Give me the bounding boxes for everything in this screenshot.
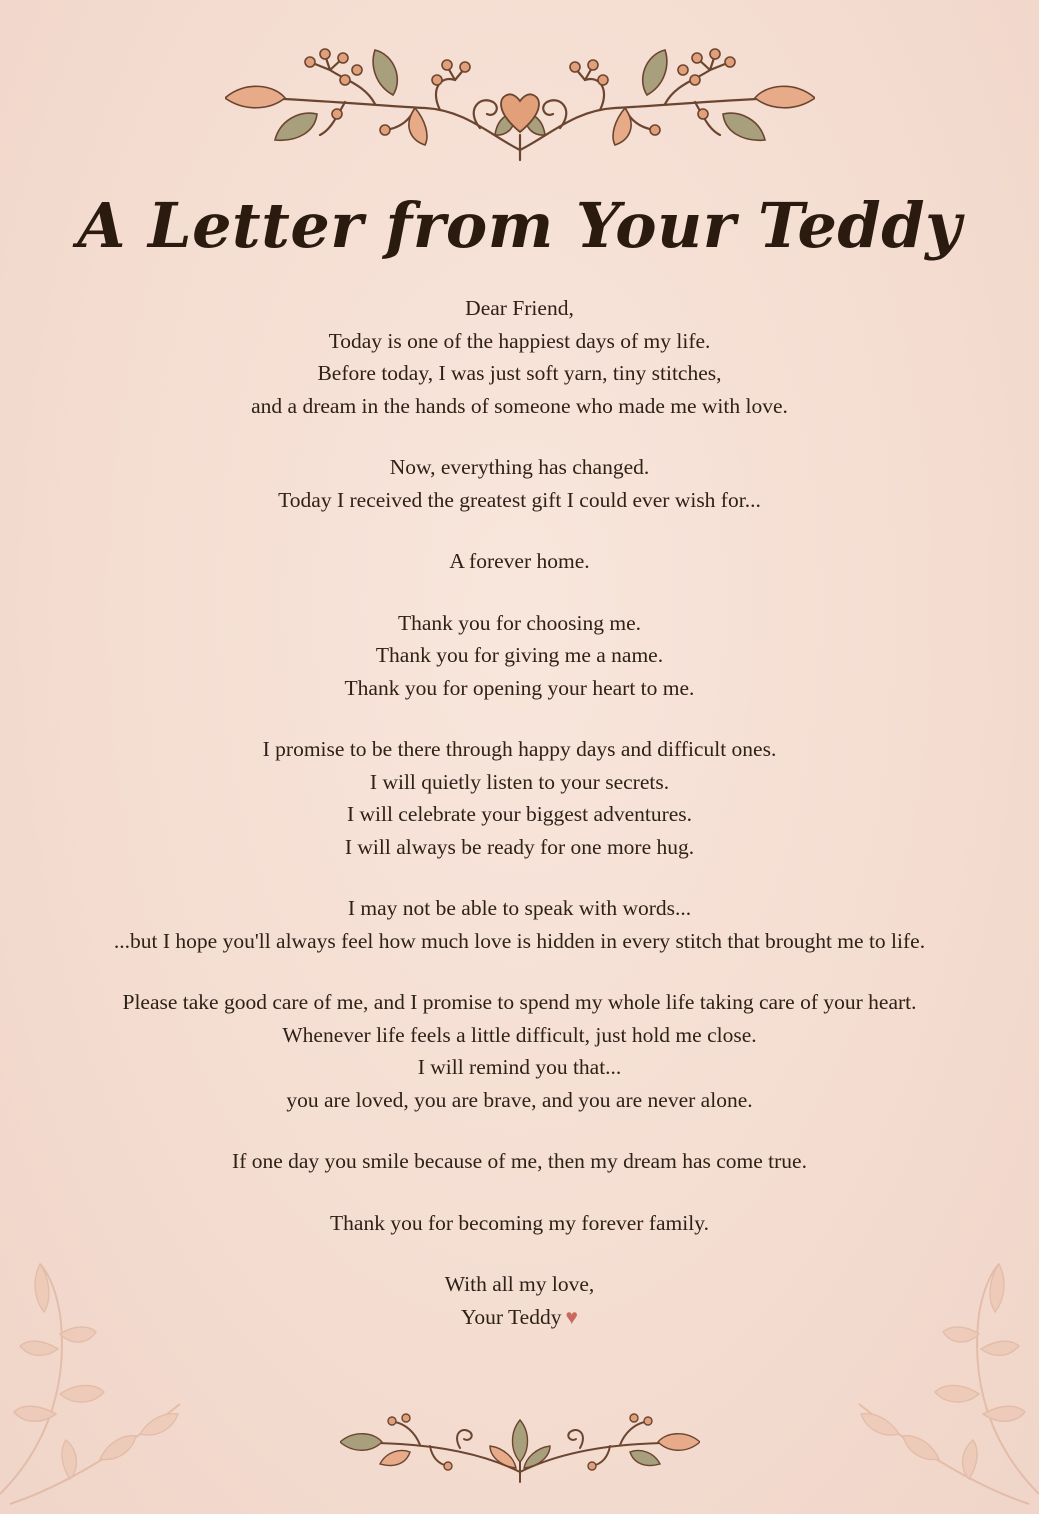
paragraph-6: [40, 892, 999, 957]
letter-line: A forever home.: [449, 549, 590, 573]
letter-line: I will always be ready for one more hug.: [344, 834, 695, 859]
paragraph-1: [40, 325, 999, 423]
letter-line: Before today, I was just soft yarn, tiny stitches,: [317, 361, 722, 385]
paragraph-2: [40, 451, 999, 516]
letter-line: If one day you smile because of me, then my dream has come true.: [232, 1149, 807, 1173]
page-title: A Letter from Your Teddy: [77, 189, 962, 262]
letter-line: Today is one of the happiest days of my life.: [328, 328, 711, 353]
letter-line: Thank you for giving me a name.: [375, 643, 664, 667]
letter-line: Thank you for opening your heart to me.: [344, 675, 695, 700]
paragraph-7: [40, 986, 999, 1116]
salutation: Dear Friend,: [465, 296, 574, 320]
floral-heart-ornament-icon: [225, 40, 815, 170]
paragraph-8: [40, 1145, 999, 1178]
floral-leaf-ornament-icon: [340, 1412, 700, 1486]
leafy-branch-icon: [839, 1254, 1039, 1514]
letter-line: you are loved, you are brave, and you are never alone.: [286, 1087, 753, 1112]
letter-line: ...but I hope you'll always feel how much love is hidden in every stitch that brought me to life.: [113, 928, 926, 953]
letter-line: I promise to be there through happy days and difficult ones.: [262, 737, 777, 761]
letter-line: and a dream in the hands of someone who made me with love.: [251, 393, 788, 418]
letter-line: Now, everything has changed.: [389, 455, 650, 479]
paragraph-3: [40, 545, 999, 578]
letter-line: Please take good care of me, and I promise to spend my whole life taking care of your heart.: [122, 990, 917, 1014]
letter-line: Thank you for becoming my forever family.: [330, 1210, 709, 1235]
paragraph-4: [40, 607, 999, 705]
paragraph-5: [40, 733, 999, 863]
letter-body: [40, 292, 999, 1333]
closing: With all my love,: [444, 1272, 595, 1296]
leafy-branch-icon: [0, 1254, 200, 1514]
paragraph-9: [40, 1207, 999, 1240]
letter-line: I will celebrate your biggest adventures.: [346, 802, 693, 826]
letter-line: Today I received the greatest gift I could ever wish for...: [278, 487, 761, 512]
letter-line: I will remind you that...: [417, 1055, 622, 1079]
letter-line: I may not be able to speak with words...: [347, 896, 692, 920]
letter-line: Thank you for choosing me.: [397, 610, 642, 635]
signature: Your Teddy: [461, 1304, 562, 1329]
letter-line: I will quietly listen to your secrets.: [369, 769, 670, 794]
letter-line: Whenever life feels a little difficult, just hold me close.: [282, 1022, 757, 1047]
heart-icon: ♥: [565, 1304, 578, 1329]
